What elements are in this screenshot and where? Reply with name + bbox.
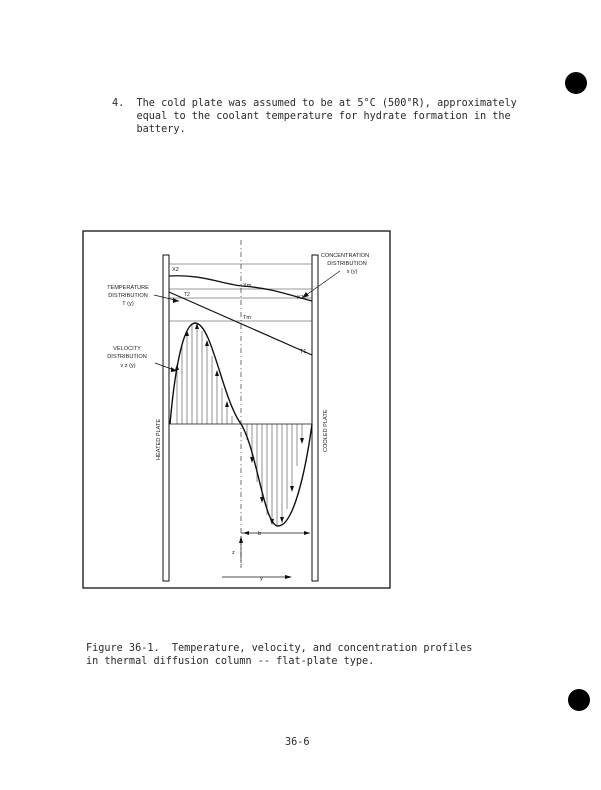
- concentration-curve: [169, 276, 312, 301]
- figure-36-1: [82, 228, 392, 590]
- x2-label: X2: [172, 267, 179, 273]
- figure-caption: Figure 36-1. Temperature, velocity, and concentration profiles in thermal diffusion column -- flat-plate type.: [86, 643, 473, 667]
- velocity-hatch-down: [247, 424, 302, 525]
- temperature-line: [169, 292, 312, 355]
- temperature-label-1: TEMPERATURE: [107, 285, 149, 291]
- t1-label: T1: [300, 349, 307, 355]
- heated-plate-label: HEATED PLATE: [156, 418, 162, 460]
- concentration-leader: [302, 271, 340, 298]
- xm-label: Xm: [243, 283, 252, 289]
- x1-label: X1: [297, 295, 304, 301]
- velocity-hatch-up: [177, 325, 232, 424]
- z-label: z: [232, 550, 235, 556]
- velocity-label-2: DISTRIBUTION: [107, 354, 147, 360]
- page-number: 36-6: [285, 737, 310, 748]
- concentration-label-3: x (y): [346, 269, 358, 275]
- temperature-label-3: T (y): [122, 301, 134, 307]
- cooled-plate-label: COOLED PLATE: [323, 409, 329, 452]
- heated-plate: [163, 255, 169, 581]
- list-item-4: 4. The cold plate was assumed to be at 5°C (500°R), approximately equal to the coolant temperature for hydrate formation in the battery.: [112, 98, 517, 135]
- temperature-label-2: DISTRIBUTION: [108, 293, 148, 299]
- diffusion-column-diagram: [82, 228, 392, 590]
- cooled-plate: [312, 255, 318, 581]
- binder-hole-bottom: [568, 689, 590, 711]
- velocity-label-1: VELOCITY: [113, 346, 141, 352]
- b-label: b: [258, 531, 262, 537]
- tm-label: Tm: [243, 315, 252, 321]
- binder-hole-top: [565, 72, 587, 94]
- velocity-label-3: v z (y): [120, 363, 136, 369]
- y-label: y: [260, 576, 263, 582]
- t2-label: T2: [184, 292, 190, 298]
- concentration-label-1: CONCENTRATION: [320, 253, 370, 259]
- concentration-label-2: DISTRIBUTION: [327, 261, 367, 267]
